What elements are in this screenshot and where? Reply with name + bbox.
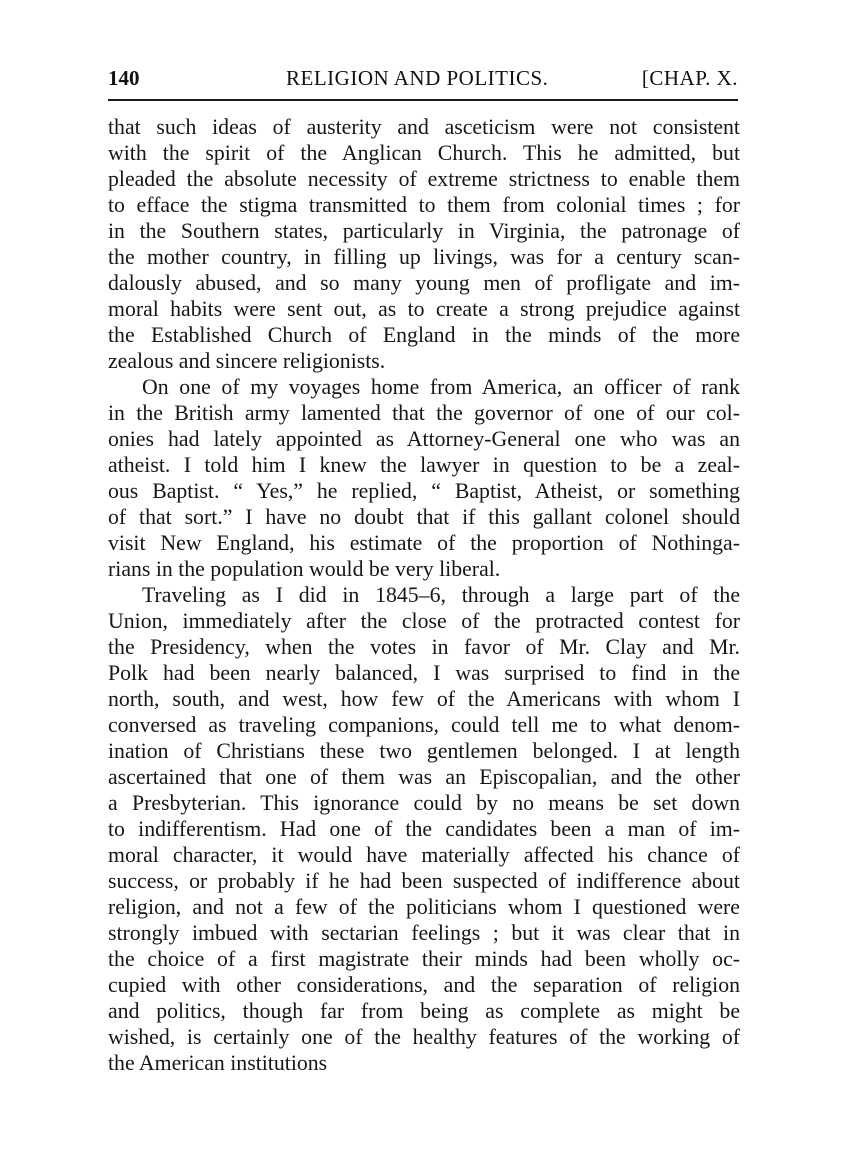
text-line: onies had lately appointed as Attorney-General one who was an bbox=[108, 427, 740, 451]
text-line: a Presbyterian. This ignorance could by no means be set down bbox=[108, 791, 740, 815]
text-line: visit New England, his estimate of the proportion of Nothinga- bbox=[108, 531, 740, 555]
text-line: of that sort.” I have no doubt that if this gallant colonel should bbox=[108, 505, 740, 529]
paragraph-2 bbox=[108, 374, 740, 582]
text-line: in the British army lamented that the governor of one of our col- bbox=[108, 401, 740, 425]
text-line: success, or probably if he had been suspected of indifference about bbox=[108, 869, 740, 893]
text-line: dalously abused, and so many young men of profligate and im- bbox=[108, 271, 740, 295]
text-line: strongly imbued with sectarian feelings ; but it was clear that in bbox=[108, 921, 740, 945]
text-line: that such ideas of austerity and asceticism were not consistent bbox=[108, 115, 740, 139]
text-line: Polk had been nearly balanced, I was surprised to find in the bbox=[108, 661, 740, 685]
text-line: On one of my voyages home from America, an officer of rank bbox=[142, 375, 740, 399]
text-line: the Established Church of England in the minds of the more bbox=[108, 323, 740, 347]
text-line: religion, and not a few of the politicians whom I questioned were bbox=[108, 895, 740, 919]
text-line: to efface the stigma transmitted to them from colonial times ; for bbox=[108, 193, 740, 217]
paragraph-3 bbox=[108, 582, 740, 1076]
header-rule bbox=[108, 99, 738, 101]
text-line: with the spirit of the Anglican Church. This he admitted, but bbox=[108, 141, 740, 165]
running-head bbox=[108, 64, 738, 92]
text-line: zealous and sincere religionists. bbox=[108, 349, 386, 373]
text-line: the mother country, in filling up livings, was for a century scan- bbox=[108, 245, 740, 269]
chapter-reference: [CHAP. X. bbox=[641, 66, 738, 90]
text-line: the Presidency, when the votes in favor of Mr. Clay and Mr. bbox=[108, 635, 740, 659]
text-line: cupied with other considerations, and the separation of religion bbox=[108, 973, 740, 997]
text-line: Traveling as I did in 1845–6, through a large part of the bbox=[142, 583, 740, 607]
text-line: pleaded the absolute necessity of extreme strictness to enable them bbox=[108, 167, 740, 191]
text-line: wished, is certainly one of the healthy features of the working of bbox=[108, 1025, 740, 1049]
text-line: Union, immediately after the close of the protracted contest for bbox=[108, 609, 740, 633]
text-line: rians in the population would be very liberal. bbox=[108, 557, 501, 581]
text-line: ous Baptist. “ Yes,” he replied, “ Baptist, Atheist, or something bbox=[108, 479, 740, 503]
text-line: in the Southern states, particularly in Virginia, the patronage of bbox=[108, 219, 740, 243]
paragraph-1 bbox=[108, 114, 740, 374]
page-number: 140 bbox=[108, 66, 140, 90]
text-line: ascertained that one of them was an Episcopalian, and the other bbox=[108, 765, 740, 789]
text-line: the American institutions bbox=[108, 1051, 328, 1075]
text-line: the choice of a first magistrate their minds had been wholly oc- bbox=[108, 947, 740, 971]
text-line: moral habits were sent out, as to create a strong prejudice against bbox=[108, 297, 740, 321]
text-line: north, south, and west, how few of the Americans with whom I bbox=[108, 687, 740, 711]
text-line: to indifferentism. Had one of the candidates been a man of im- bbox=[108, 817, 740, 841]
text-line: conversed as traveling companions, could tell me to what denom- bbox=[108, 713, 740, 737]
text-line: and politics, though far from being as complete as might be bbox=[108, 999, 740, 1023]
body-text bbox=[108, 114, 740, 1076]
text-line: moral character, it would have materially affected his chance of bbox=[108, 843, 740, 867]
running-title: RELIGION AND POLITICS. bbox=[286, 66, 549, 90]
text-line: ination of Christians these two gentlemen belonged. I at length bbox=[108, 739, 740, 763]
text-line: atheist. I told him I knew the lawyer in question to be a zeal- bbox=[108, 453, 740, 477]
